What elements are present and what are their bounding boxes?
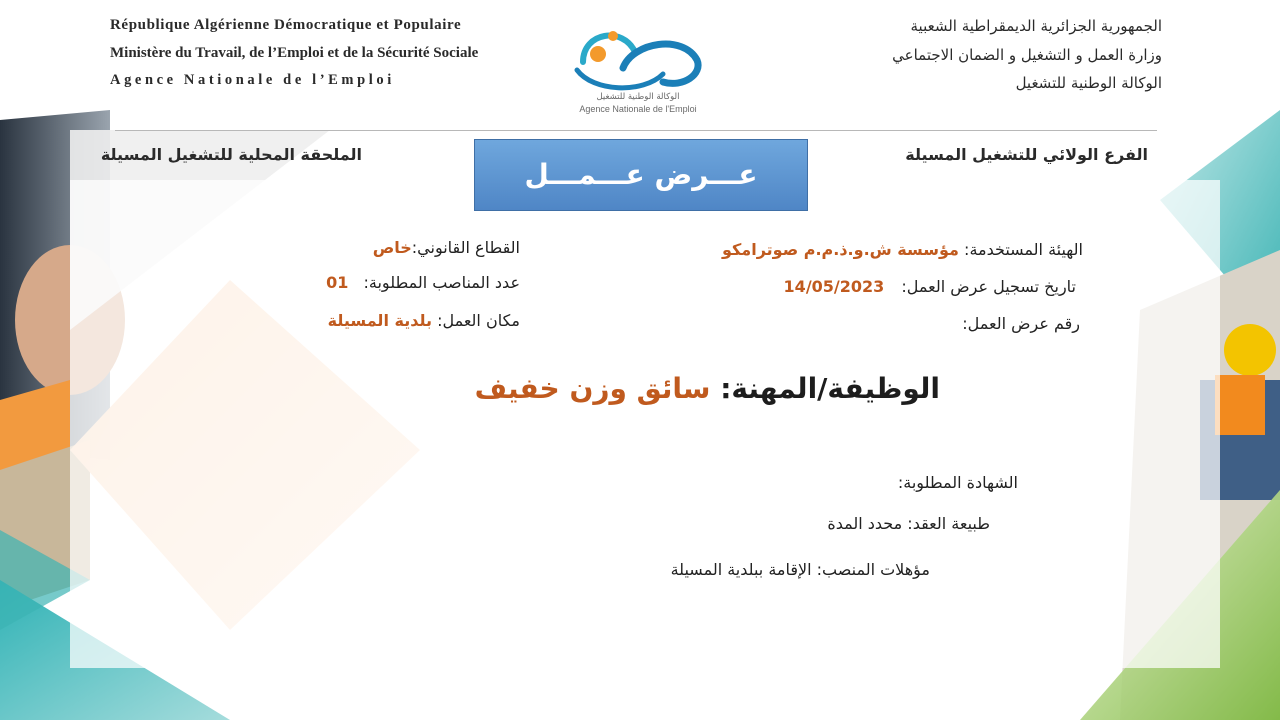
offer-number-field [962,314,1080,333]
diploma-label: الشهادة المطلوبة: [897,473,1018,492]
contract-value: محدد المدة [827,514,903,533]
branch-office-label: الفرع الولائي للتشغيل المسيلة [905,145,1148,164]
employer-value: مؤسسة ش.و.ذ.م.م صوترامكو [721,240,959,259]
header-fr-ministry: Ministère du Travail, de l’Emploi et de la Sécurité Sociale [110,45,479,61]
job-title-value: سائق وزن خفيف [474,372,711,405]
header-ar-agency: الوكالة الوطنية للتشغيل [1015,74,1162,92]
date-field [784,277,1076,296]
place-value: بلدية المسيلة [327,311,432,330]
contract-label: طبيعة العقد: [907,514,990,533]
local-office-label: الملحقة المحلية للتشغيل المسيلة [100,145,362,164]
employer-label: الهيئة المستخدمة: [964,240,1083,259]
logo-caption-ar: الوكالة الوطنية للتشغيل [596,92,680,102]
diploma-field [898,473,1018,492]
qualifications-value: الإقامة ببلدية المسيلة [670,560,812,579]
sector-value: خاص [372,238,412,257]
header-ar-republic: الجمهورية الجزائرية الديمقراطية الشعبية [910,17,1162,35]
job-title-field [475,372,940,405]
sector-label: القطاع القانوني: [411,238,520,257]
contract-field [827,514,990,533]
date-value: 14/05/2023 [783,277,885,296]
date-label: تاريخ تسجيل عرض العمل: [901,277,1076,296]
worker-vest-shape [1215,375,1265,435]
place-label: مكان العمل: [437,311,520,330]
posts-value: 01 [326,273,349,292]
qualifications-field [671,560,930,579]
helmet-shape [1224,324,1276,376]
employer-field [722,240,1083,259]
logo-caption-fr: Agence Nationale de l'Emploi [579,104,697,114]
header-divider [115,130,1157,131]
job-offer-title: عـــرض عـــمـــل [474,139,808,211]
header-fr-agency: Agence Nationale de l’Emploi [110,72,395,88]
header-ar-ministry: وزارة العمل و التشغيل و الضمان الاجتماعي [892,46,1162,64]
posts-field [326,273,520,292]
posts-label: عدد المناصب المطلوبة: [363,273,520,292]
header-fr-republic: République Algérienne Démocratique et Populaire [110,17,462,33]
offer-number-label: رقم عرض العمل: [962,314,1080,333]
job-title-label: الوظيفة/المهنة: [720,372,940,405]
place-field [328,311,520,330]
sector-field [373,238,520,257]
qualifications-label: مؤهلات المنصب: [816,560,930,579]
